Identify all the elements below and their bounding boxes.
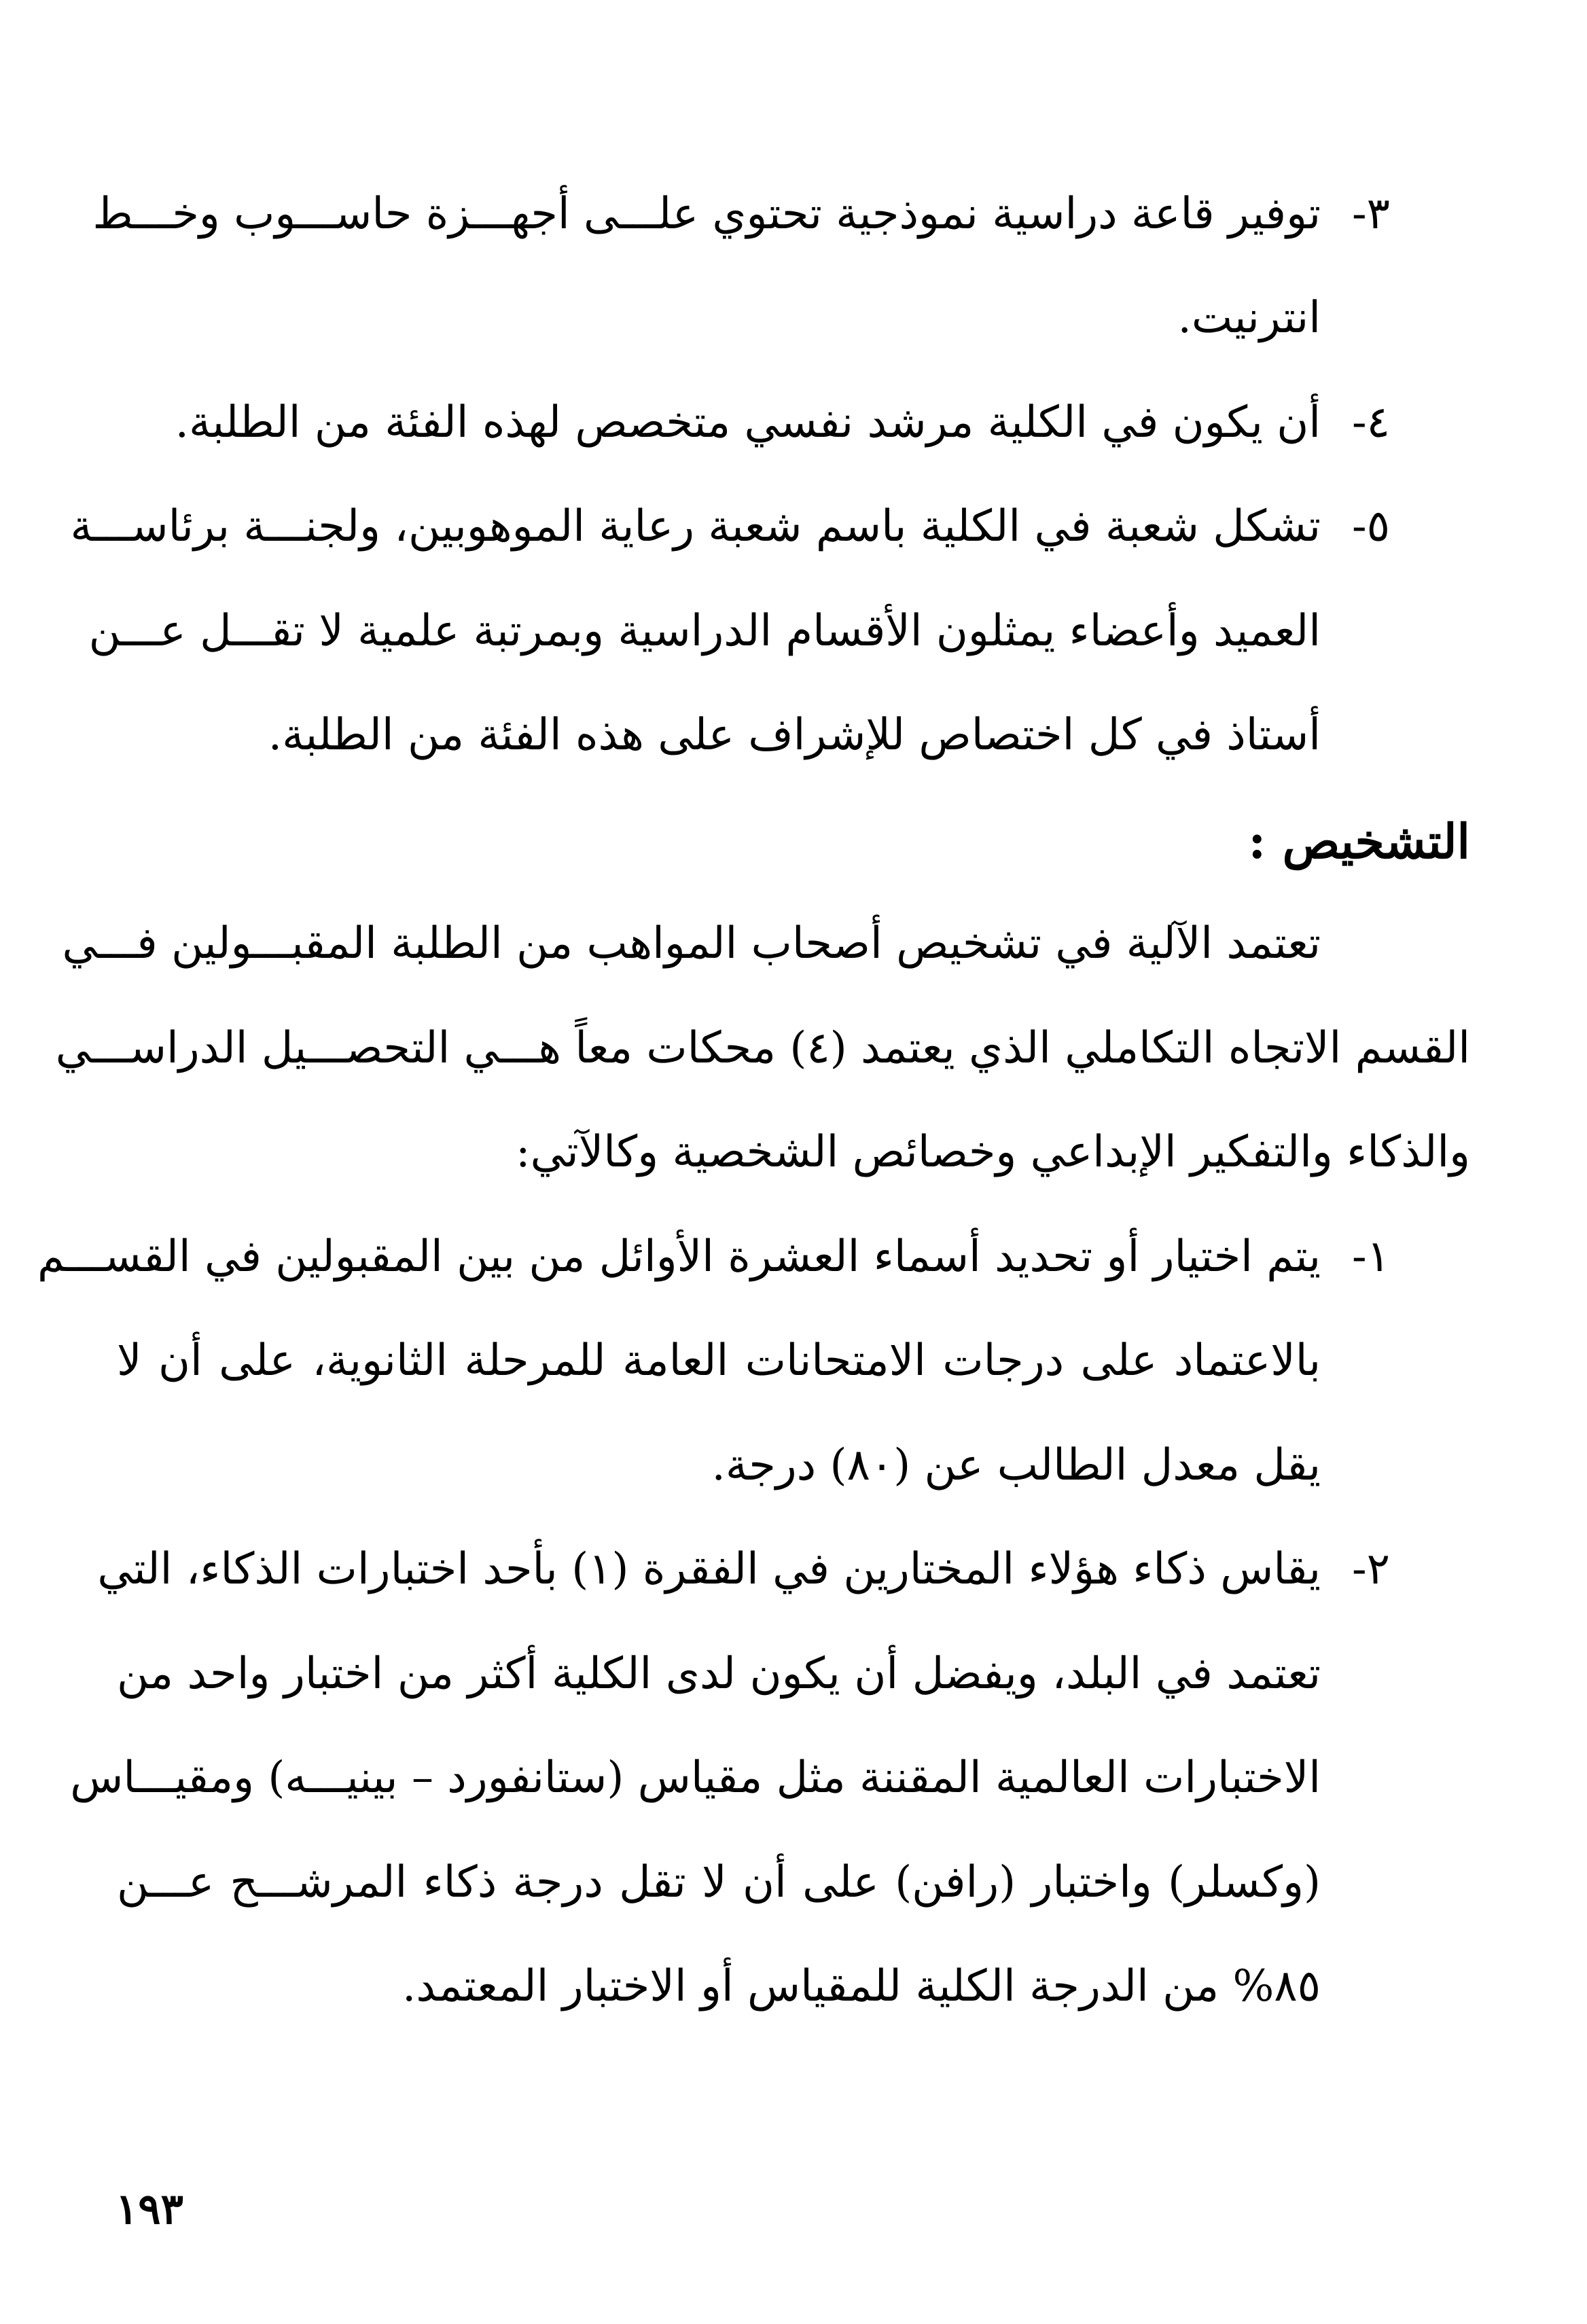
- item-2-line-1: يقاس ذكاء هؤلاء المختارين في الفقرة (١) بأحد اختبارات الذكاء، التي: [97, 1544, 1321, 1594]
- item-number: ٤-: [1352, 397, 1390, 448]
- item-5-line-1: تشكل شعبة في الكلية باسم شعبة رعاية الموهوبين، ولجنـــة برئاســـة: [70, 501, 1321, 552]
- item-3-line-1: توفير قاعة دراسية نموذجية تحتوي علـــى أجهـــزة حاســـوب وخـــط: [92, 189, 1321, 239]
- item-2-line-4: (وكسلر) واختبار (رافن) على أن لا تقل درجة ذكاء المرشـــح عـــن: [117, 1857, 1321, 1908]
- section-heading: التشخيص :: [1248, 813, 1470, 870]
- intro-line-1: تعتمد الآلية في تشخيص أصحاب المواهب من الطلبة المقبـــولين فـــي: [62, 918, 1321, 969]
- item-number: ٣-: [1352, 189, 1390, 239]
- item-1-line-1: يتم اختيار أو تحديد أسماء العشرة الأوائل من بين المقبولين في القســـم: [37, 1232, 1321, 1282]
- item-number: ٢-: [1352, 1544, 1390, 1594]
- item-2-line-3: الاختبارات العالمية المقننة مثل مقياس (ستانفورد – بينيـــه) ومقيـــاس: [70, 1753, 1321, 1803]
- item-2-line-2: تعتمد في البلد، ويفضل أن يكون لدى الكلية أكثر من اختبار واحد من: [117, 1649, 1321, 1699]
- item-5-line-2: العميد وأعضاء يمثلون الأقسام الدراسية وبمرتبة علمية لا تقـــل عـــن: [88, 606, 1321, 656]
- page-number: ١٩٣: [115, 2184, 183, 2234]
- item-1-line-3: يقل معدل الطالب عن (٨٠) درجة.: [711, 1440, 1321, 1490]
- item-5-line-3: أستاذ في كل اختصاص للإشراف على هذه الفئة من الطلبة.: [268, 710, 1321, 760]
- item-number: ١-: [1352, 1232, 1390, 1282]
- item-3-line-2: انترنيت.: [1177, 293, 1321, 343]
- item-2-line-5: ٨٥% من الدرجة الكلية للمقياس أو الاختبار المعتمد.: [402, 1961, 1321, 2012]
- intro-line-3: والذكاء والتفكير الإبداعي وخصائص الشخصية وكالآتي:: [516, 1127, 1470, 1177]
- item-1-line-2: بالاعتماد على درجات الامتحانات العامة للمرحلة الثانوية، على أن لا: [117, 1336, 1321, 1386]
- item-number: ٥-: [1352, 501, 1390, 552]
- item-4-line-1: أن يكون في الكلية مرشد نفسي متخصص لهذه الفئة من الطلبة.: [175, 397, 1321, 448]
- intro-line-2: القسم الاتجاه التكاملي الذي يعتمد (٤) محكات معاً هـــي التحصـــيل الدراســـي: [55, 1023, 1470, 1073]
